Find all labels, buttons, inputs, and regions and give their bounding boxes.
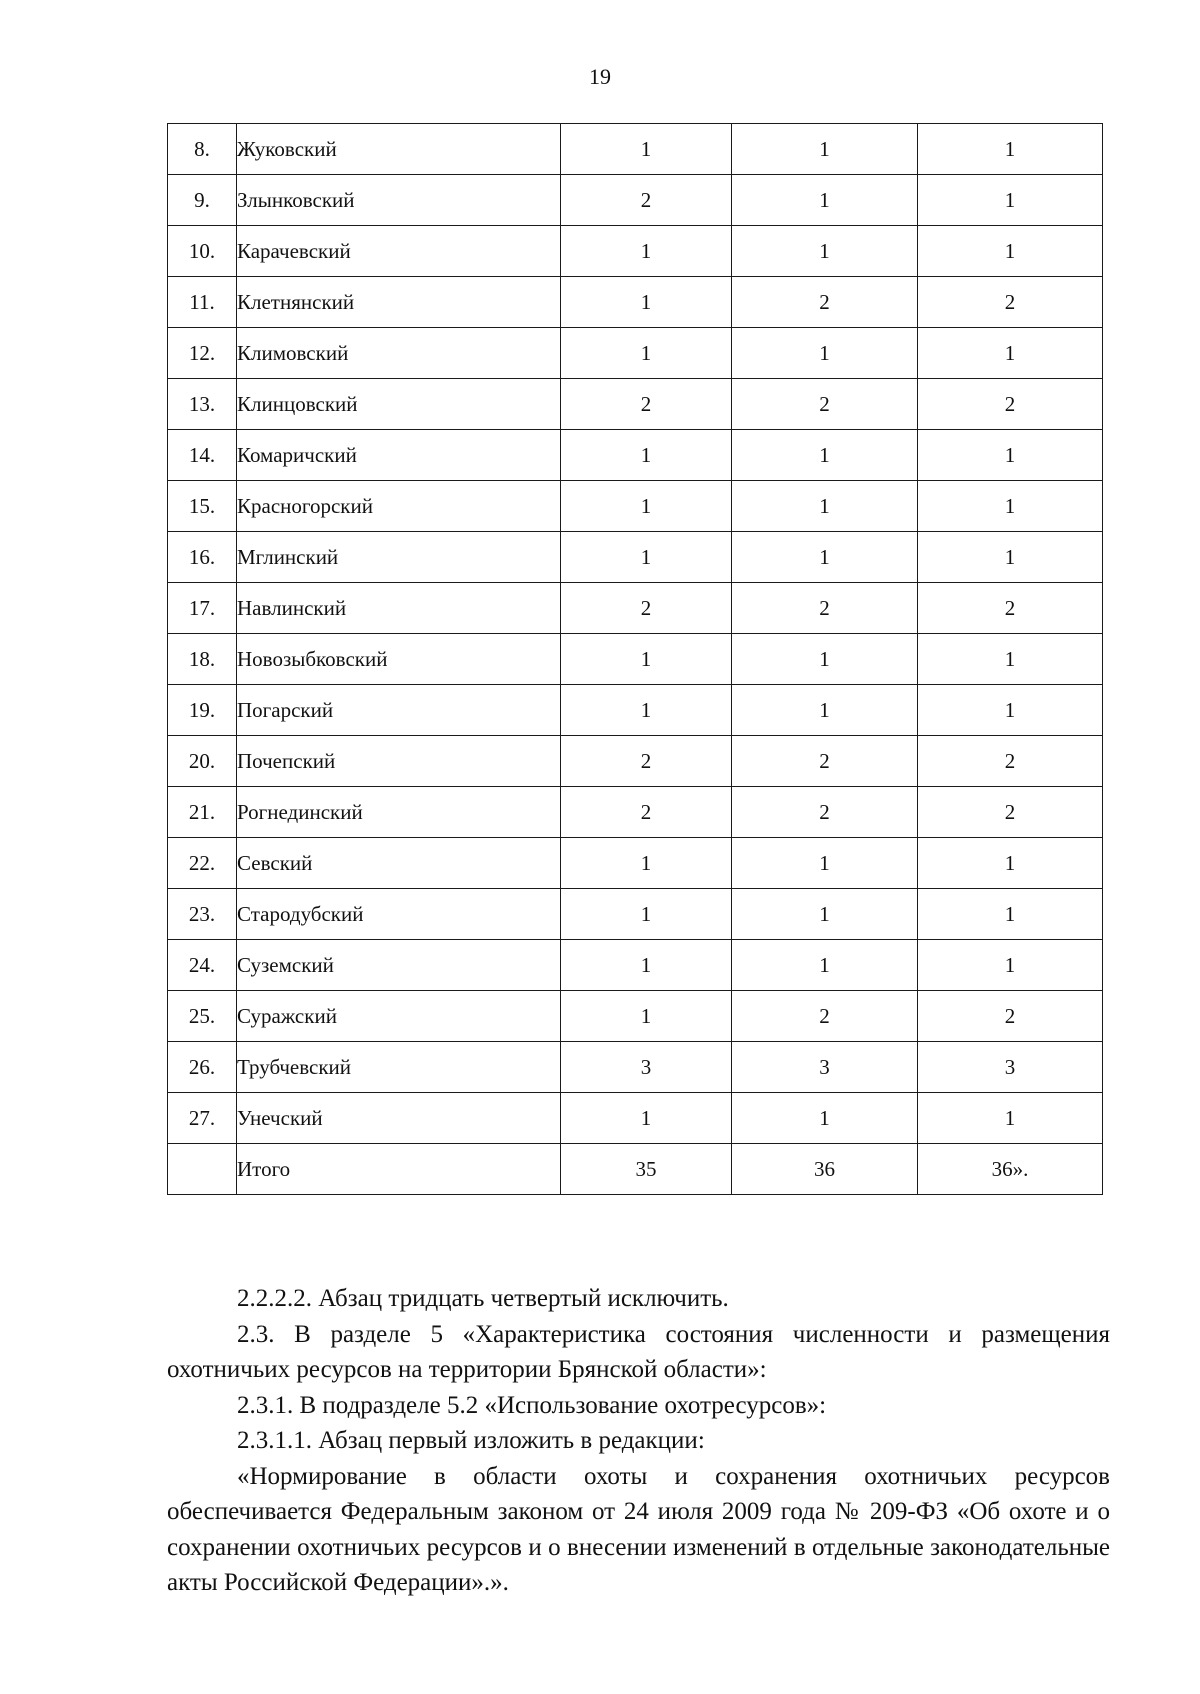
paragraph-2-2-2-2: 2.2.2.2. Абзац тридцать четвертый исключить.	[237, 1285, 729, 1312]
table-row	[168, 991, 1103, 1042]
value-col-3: 2	[918, 277, 1103, 328]
value-col-2: 1	[732, 838, 918, 889]
value-col-3: 1	[918, 532, 1103, 583]
value-col-2: 1	[732, 175, 918, 226]
district-name: Стародубский	[237, 889, 561, 940]
value-col-3: 1	[918, 328, 1103, 379]
total-col-2: 36	[732, 1144, 918, 1195]
district-name: Севский	[237, 838, 561, 889]
row-number: 8.	[168, 124, 237, 175]
value-col-3: 2	[918, 991, 1103, 1042]
value-col-2: 1	[732, 481, 918, 532]
value-col-3: 3	[918, 1042, 1103, 1093]
value-col-3: 1	[918, 124, 1103, 175]
value-col-2: 1	[732, 532, 918, 583]
value-col-1: 2	[561, 736, 732, 787]
total-row-number	[168, 1144, 237, 1195]
district-name: Навлинский	[237, 583, 561, 634]
table-row	[168, 430, 1103, 481]
paragraph-2-3-1-1: 2.3.1.1. Абзац первый изложить в редакции:	[237, 1427, 705, 1454]
district-name: Клетнянский	[237, 277, 561, 328]
row-number: 11.	[168, 277, 237, 328]
district-name: Злынковский	[237, 175, 561, 226]
value-col-2: 2	[732, 991, 918, 1042]
value-col-2: 1	[732, 124, 918, 175]
table-row	[168, 226, 1103, 277]
table-row	[168, 940, 1103, 991]
value-col-1: 2	[561, 175, 732, 226]
table-row	[168, 634, 1103, 685]
value-col-1: 1	[561, 991, 732, 1042]
value-col-1: 2	[561, 379, 732, 430]
value-col-3: 1	[918, 226, 1103, 277]
value-col-1: 1	[561, 481, 732, 532]
district-name: Суземский	[237, 940, 561, 991]
value-col-1: 1	[561, 889, 732, 940]
value-col-2: 1	[732, 328, 918, 379]
paragraph-quote: «Нормирование в области охоты и сохранения охотничьих ресурсов обеспечивается Федеральным законом от 24 июля 2009 года № 209-ФЗ «Об охоте и о сохранении охотничьих ресурсов и о внесении изменений в отдельные законодательные акты Российской Федерации».».	[167, 1462, 1110, 1596]
value-col-2: 1	[732, 226, 918, 277]
district-name: Климовский	[237, 328, 561, 379]
table-row	[168, 1042, 1103, 1093]
value-col-3: 2	[918, 379, 1103, 430]
table-row	[168, 277, 1103, 328]
row-number: 14.	[168, 430, 237, 481]
row-number: 15.	[168, 481, 237, 532]
paragraph-2-3: 2.3. В разделе 5 «Характеристика состояния численности и размещения охотничьих ресурсов на территории Брянской области»:	[167, 1320, 1110, 1383]
value-col-2: 2	[732, 379, 918, 430]
row-number: 25.	[168, 991, 237, 1042]
value-col-1: 2	[561, 583, 732, 634]
value-col-1: 1	[561, 838, 732, 889]
value-col-1: 1	[561, 940, 732, 991]
value-col-3: 1	[918, 175, 1103, 226]
value-col-2: 1	[732, 940, 918, 991]
value-col-2: 2	[732, 736, 918, 787]
value-col-3: 1	[918, 1093, 1103, 1144]
value-col-1: 1	[561, 634, 732, 685]
value-col-1: 1	[561, 430, 732, 481]
value-col-2: 1	[732, 634, 918, 685]
table-row	[168, 124, 1103, 175]
row-number: 16.	[168, 532, 237, 583]
district-name: Новозыбковский	[237, 634, 561, 685]
total-col-1: 35	[561, 1144, 732, 1195]
page-number: 19	[589, 64, 611, 89]
body-text	[167, 1281, 1110, 1601]
row-number: 23.	[168, 889, 237, 940]
value-col-3: 1	[918, 685, 1103, 736]
value-col-1: 1	[561, 685, 732, 736]
row-number: 10.	[168, 226, 237, 277]
value-col-3: 1	[918, 838, 1103, 889]
value-col-1: 1	[561, 1093, 732, 1144]
paragraph-2-3-1: 2.3.1. В подразделе 5.2 «Использование охотресурсов»:	[237, 1391, 827, 1419]
table-row	[168, 583, 1103, 634]
value-col-2: 2	[732, 583, 918, 634]
value-col-3: 2	[918, 736, 1103, 787]
value-col-1: 1	[561, 532, 732, 583]
district-name: Жуковский	[237, 124, 561, 175]
value-col-1: 1	[561, 226, 732, 277]
district-name: Клинцовский	[237, 379, 561, 430]
value-col-3: 1	[918, 481, 1103, 532]
value-col-3: 2	[918, 583, 1103, 634]
value-col-1: 3	[561, 1042, 732, 1093]
table-row	[168, 787, 1103, 838]
value-col-3: 1	[918, 634, 1103, 685]
value-col-2: 3	[732, 1042, 918, 1093]
row-number: 27.	[168, 1093, 237, 1144]
district-name: Унечский	[237, 1093, 561, 1144]
table-row	[168, 1093, 1103, 1144]
row-number: 17.	[168, 583, 237, 634]
district-name: Карачевский	[237, 226, 561, 277]
table-row	[168, 379, 1103, 430]
value-col-2: 2	[732, 277, 918, 328]
value-col-1: 2	[561, 787, 732, 838]
row-number: 18.	[168, 634, 237, 685]
row-number: 21.	[168, 787, 237, 838]
value-col-1: 1	[561, 124, 732, 175]
district-name: Погарский	[237, 685, 561, 736]
districts-table	[167, 123, 1103, 1195]
value-col-1: 1	[561, 328, 732, 379]
row-number: 22.	[168, 838, 237, 889]
row-number: 9.	[168, 175, 237, 226]
table-row	[168, 736, 1103, 787]
value-col-2: 1	[732, 1093, 918, 1144]
total-label: Итого	[237, 1144, 561, 1195]
total-col-3: 36».	[918, 1144, 1103, 1195]
districts-table-body	[168, 124, 1103, 1195]
district-name: Рогнединский	[237, 787, 561, 838]
table-row	[168, 532, 1103, 583]
value-col-2: 1	[732, 685, 918, 736]
table-row	[168, 481, 1103, 532]
row-number: 20.	[168, 736, 237, 787]
row-number: 12.	[168, 328, 237, 379]
table-row	[168, 328, 1103, 379]
district-name: Суражский	[237, 991, 561, 1042]
value-col-3: 1	[918, 889, 1103, 940]
district-name: Красногорский	[237, 481, 561, 532]
value-col-2: 1	[732, 889, 918, 940]
value-col-3: 2	[918, 787, 1103, 838]
table-total-row	[168, 1144, 1103, 1195]
value-col-2: 1	[732, 430, 918, 481]
district-name: Комаричский	[237, 430, 561, 481]
table-row	[168, 838, 1103, 889]
value-col-3: 1	[918, 430, 1103, 481]
row-number: 13.	[168, 379, 237, 430]
district-name: Почепский	[237, 736, 561, 787]
table-row	[168, 175, 1103, 226]
value-col-1: 1	[561, 277, 732, 328]
row-number: 24.	[168, 940, 237, 991]
table-row	[168, 685, 1103, 736]
value-col-3: 1	[918, 940, 1103, 991]
row-number: 26.	[168, 1042, 237, 1093]
district-name: Трубчевский	[237, 1042, 561, 1093]
value-col-2: 2	[732, 787, 918, 838]
district-name: Мглинский	[237, 532, 561, 583]
row-number: 19.	[168, 685, 237, 736]
table-row	[168, 889, 1103, 940]
